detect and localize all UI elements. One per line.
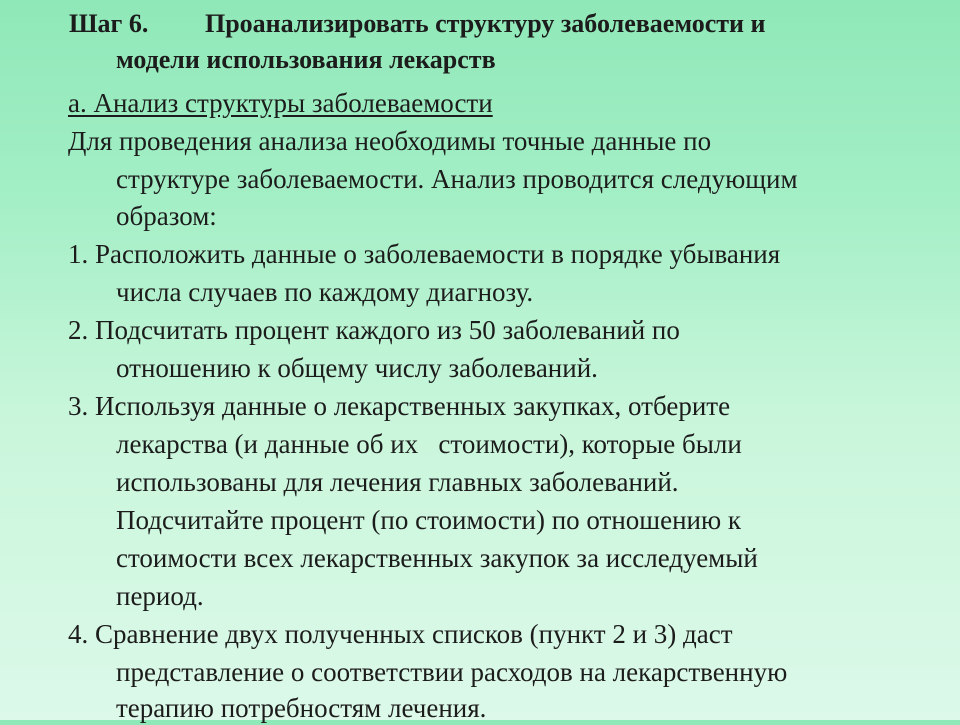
intro-line-2: структуре заболеваемости. Анализ проводится следующим bbox=[116, 164, 798, 194]
item-3-line-6: период. bbox=[116, 581, 204, 611]
item-3-line-5: стоимости всех лекарственных закупок за исследуемый bbox=[116, 543, 758, 573]
item-4-line-2: представление о соответствии расходов на лекарственную bbox=[116, 657, 788, 687]
item-3-line-3: использованы для лечения главных заболеваний. bbox=[116, 467, 679, 497]
item-2-line-1: 2. Подсчитать процент каждого из 50 заболеваний по bbox=[68, 315, 680, 345]
item-3-line-4: Подсчитайте процент (по стоимости) по отношению к bbox=[116, 505, 742, 535]
step-title-line-1: Проанализировать структуру заболеваемости и bbox=[205, 9, 766, 38]
item-4-line-3: терапию потребностям лечения. bbox=[116, 693, 487, 723]
item-1-line-1: 1. Расположить данные о заболеваемости в порядке убывания bbox=[68, 239, 781, 269]
subheading: а. Анализ структуры заболеваемости bbox=[68, 88, 493, 118]
intro-line-3: образом: bbox=[116, 201, 217, 231]
item-1-line-2: числа случаев по каждому диагнозу. bbox=[116, 277, 534, 307]
item-2-line-2: отношению к общему числу заболеваний. bbox=[116, 353, 598, 383]
item-3-line-1: 3. Используя данные о лекарственных закупках, отберите bbox=[68, 391, 731, 421]
step-heading bbox=[69, 8, 909, 40]
item-4-line-1: 4. Сравнение двух полученных списков (пункт 2 и 3) даст bbox=[68, 619, 733, 649]
step-number: Шаг 6. bbox=[69, 9, 149, 38]
intro-line-1: Для проведения анализа необходимы точные данные по bbox=[68, 126, 712, 156]
step-title-line-2: модели использования лекарств bbox=[116, 45, 496, 74]
item-3-line-2: лекарства (и данные об их стоимости), которые были bbox=[116, 429, 742, 459]
